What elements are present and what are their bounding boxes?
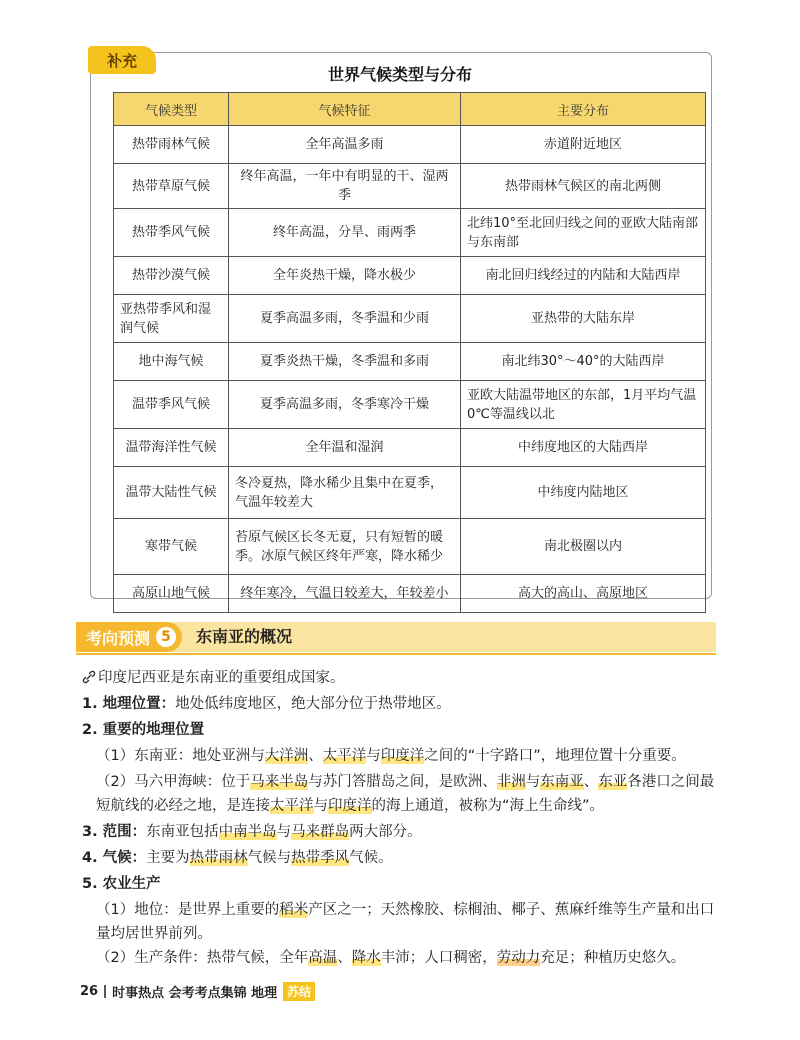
table-cell: 南北极圈以内	[461, 519, 706, 575]
highlight: 印度洋	[328, 798, 372, 814]
table-cell: 高大的高山、高原地区	[461, 575, 706, 613]
text-run: （2）马六甲海峡：位于	[96, 774, 251, 790]
link-icon	[82, 670, 96, 684]
highlight: 东南亚	[540, 774, 584, 790]
table-cell: 全年温和湿润	[229, 429, 461, 467]
text-run: 、	[308, 748, 323, 764]
point-3	[82, 820, 422, 841]
text-run: 各港口之间最	[627, 774, 715, 790]
text-run: 与苏门答腊岛之间，是欧洲、	[308, 774, 497, 790]
section-label	[76, 622, 182, 652]
table-row	[114, 343, 706, 381]
table-cell: 温带海洋性气候	[114, 429, 229, 467]
point-1-head: 1. 地理位置：	[82, 696, 176, 712]
table-cell: 中纬度地区的大陆西岸	[461, 429, 706, 467]
table-cell: 北纬10°至北回归线之间的亚欧大陆南部与东南部	[461, 209, 706, 257]
table-cell: 热带沙漠气候	[114, 257, 229, 295]
table-row	[114, 126, 706, 164]
table-row	[114, 381, 706, 429]
highlight: 中南半岛	[218, 824, 277, 840]
section-underline	[76, 653, 716, 655]
page-number: 26	[80, 984, 99, 999]
table-cell: 亚热带的大陆东岸	[461, 295, 706, 343]
highlight: 东亚	[598, 774, 628, 790]
section-number: 5	[156, 627, 176, 647]
highlight: 热带雨林	[189, 850, 248, 866]
table-row	[114, 467, 706, 519]
text-run: 与	[313, 798, 328, 814]
table-cell: 寒带气候	[114, 519, 229, 575]
text-run: 、	[583, 774, 599, 790]
intro-line	[82, 666, 345, 687]
text-run: 之间的“十字路口”，地理位置十分重要。	[424, 748, 686, 764]
highlight: 劳动力	[496, 950, 541, 966]
table-cell: 温带大陆性气候	[114, 467, 229, 519]
intro-text: 印度尼西亚是东南亚的重要组成国家。	[98, 670, 345, 686]
header-cell: 气候特征	[229, 93, 461, 126]
table-cell: 夏季高温多雨，冬季温和少雨	[229, 295, 461, 343]
table-cell: 热带雨林气候区的南北两侧	[461, 164, 706, 209]
point-5-head: 5. 农业生产	[82, 876, 161, 892]
table-row	[114, 164, 706, 209]
point-2-head: 2. 重要的地理位置	[82, 722, 205, 738]
table-cell: 赤道附近地区	[461, 126, 706, 164]
table-cell: 冬冷夏热，降水稀少且集中在夏季，气温年较差大	[229, 467, 461, 519]
table-cell: 南北纬30°～40°的大陆西岸	[461, 343, 706, 381]
table-cell: 高原山地气候	[114, 575, 229, 613]
page-footer	[80, 982, 315, 1001]
table-cell: 终年高温，分旱、雨两季	[229, 209, 461, 257]
footer-divider	[104, 985, 106, 998]
text-run: 两大部分。	[349, 824, 422, 840]
table-cell: 南北回归线经过的内陆和大陆西岸	[461, 257, 706, 295]
text-run: 气候。	[349, 850, 393, 866]
point-2-2-cont	[96, 794, 604, 815]
climate-table	[113, 92, 706, 613]
text-run: 、	[337, 950, 352, 966]
point-4	[82, 846, 393, 867]
table-row	[114, 257, 706, 295]
header-cell: 气候类型	[114, 93, 229, 126]
table-cell: 地中海气候	[114, 343, 229, 381]
table-cell: 全年炎热干燥，降水极少	[229, 257, 461, 295]
highlight: 热带季风	[291, 850, 350, 866]
text-run: 的海上通道，被称为“海上生命线”。	[371, 798, 605, 814]
text-run: 充足；种植历史悠久。	[540, 950, 686, 966]
book-title: 时事热点 会考考点集锦 地理	[112, 986, 278, 1001]
point-4-head: 4. 气候：	[82, 850, 147, 866]
table-cell: 热带草原气候	[114, 164, 229, 209]
highlight: 非洲	[496, 774, 526, 790]
table-header-row	[114, 93, 706, 126]
highlight: 马来群岛	[291, 824, 350, 840]
highlight: 稻米	[279, 902, 309, 918]
highlight: 马来半岛	[250, 774, 309, 790]
point-3-head: 3. 范围：	[82, 824, 147, 840]
text-run: 与	[525, 774, 541, 790]
table-row	[114, 295, 706, 343]
highlight: 印度洋	[380, 748, 425, 764]
table-title: 世界气候类型与分布	[327, 65, 472, 84]
text-run: （1）东南亚：地处亚洲与	[96, 748, 265, 764]
table-cell: 夏季高温多雨，冬季寒冷干燥	[229, 381, 461, 429]
highlight: 太平洋	[270, 798, 314, 814]
table-row	[114, 575, 706, 613]
section-label-text: 考向预测	[86, 628, 151, 648]
header-cell: 主要分布	[461, 93, 706, 126]
text-run: 与	[366, 748, 381, 764]
table-cell: 终年寒冷，气温日较差大，年较差小	[229, 575, 461, 613]
table-cell: 全年高温多雨	[229, 126, 461, 164]
footer-tag: 苏结	[283, 982, 315, 1001]
highlight: 降水	[351, 950, 381, 966]
text-run: 丰沛；人口稠密，	[380, 950, 497, 966]
table-cell: 亚热带季风和湿润气候	[114, 295, 229, 343]
highlight: 太平洋	[322, 748, 367, 764]
table-cell: 亚欧大陆温带地区的东部，1月平均气温0℃等温线以北	[461, 381, 706, 429]
table-row	[114, 209, 706, 257]
table-cell: 苔原气候区长冬无夏，只有短暂的暖季。冰原气候区终年严寒，降水稀少	[229, 519, 461, 575]
point-1-text: 地处低纬度地区，绝大部分位于热带地区。	[175, 696, 451, 712]
table-row	[114, 519, 706, 575]
highlight: 高温	[308, 950, 338, 966]
text-run: 东南亚包括	[146, 824, 219, 840]
text-run: 与	[276, 824, 292, 840]
section-title: 东南亚的概况	[196, 627, 293, 646]
text-run: （1）地位：是世界上重要的	[96, 902, 280, 918]
point-5-1-cont: 量均居世界前列。	[96, 926, 212, 942]
point-5-1	[96, 898, 714, 919]
point-1	[82, 692, 451, 713]
table-cell: 中纬度内陆地区	[461, 467, 706, 519]
point-5-2	[96, 946, 685, 967]
text-run: （2）生产条件：热带气候，全年	[96, 950, 309, 966]
text-run: 短航线的必经之地，是连接	[96, 798, 270, 814]
table-cell: 温带季风气候	[114, 381, 229, 429]
point-2-2	[96, 770, 714, 791]
table-cell: 夏季炎热干燥，冬季温和多雨	[229, 343, 461, 381]
text-run: 主要为	[146, 850, 190, 866]
table-cell: 终年高温，一年中有明显的干、湿两季	[229, 164, 461, 209]
table-row	[114, 429, 706, 467]
highlight: 大洋洲	[264, 748, 309, 764]
point-2-1	[96, 744, 686, 765]
table-cell: 热带季风气候	[114, 209, 229, 257]
text-run: 产区之一；天然橡胶、棕榈油、椰子、蕉麻纤维等生产量和出口	[308, 902, 715, 918]
table-cell: 热带雨林气候	[114, 126, 229, 164]
supplement-tag: 补充	[88, 46, 156, 74]
text-run: 气候与	[247, 850, 292, 866]
